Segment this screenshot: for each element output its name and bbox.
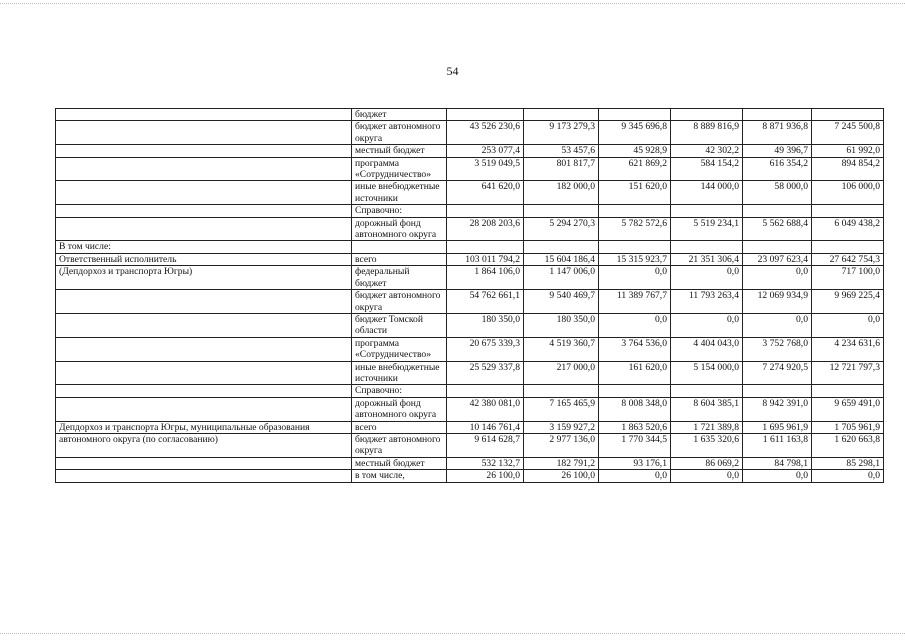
executor-cell (56, 290, 352, 314)
funding-source-cell: бюджет Томской области (352, 313, 447, 337)
amount-cell (671, 385, 743, 397)
amount-cell (447, 205, 524, 217)
table-row (56, 266, 884, 290)
amount-cell: 8 008 348,0 (599, 397, 671, 421)
amount-cell: 4 404 043,0 (671, 337, 743, 361)
amount-cell: 11 389 767,7 (599, 290, 671, 314)
table-row (56, 457, 884, 469)
executor-cell: автономного округа (по согласованию) (56, 433, 352, 457)
amount-cell: 0,0 (671, 470, 743, 482)
amount-cell: 616 354,2 (743, 157, 812, 181)
amount-cell: 161 620,0 (599, 361, 671, 385)
funding-source-cell: в том числе, (352, 470, 447, 482)
amount-cell: 1 695 961,9 (743, 421, 812, 433)
amount-cell (743, 109, 812, 121)
amount-cell: 0,0 (599, 470, 671, 482)
amount-cell: 9 345 696,8 (599, 121, 671, 145)
amount-cell: 43 526 230,6 (447, 121, 524, 145)
amount-cell (524, 109, 599, 121)
amount-cell: 15 315 923,7 (599, 253, 671, 265)
amount-cell: 7 274 920,5 (743, 361, 812, 385)
amount-cell: 717 100,0 (812, 266, 884, 290)
amount-cell: 180 350,0 (524, 313, 599, 337)
amount-cell: 42 302,2 (671, 145, 743, 157)
table-row (56, 421, 884, 433)
funding-source-cell: Справочно: (352, 385, 447, 397)
funding-source-cell: местный бюджет (352, 145, 447, 157)
funding-source-cell: иные внебюджетные источники (352, 181, 447, 205)
amount-cell (524, 385, 599, 397)
amount-cell: 1 635 320,6 (671, 433, 743, 457)
amount-cell: 106 000,0 (812, 181, 884, 205)
amount-cell (524, 241, 599, 253)
table-row (56, 253, 884, 265)
amount-cell: 1 611 163,8 (743, 433, 812, 457)
amount-cell: 27 642 754,3 (812, 253, 884, 265)
amount-cell: 1 863 520,6 (599, 421, 671, 433)
amount-cell: 61 992,0 (812, 145, 884, 157)
amount-cell: 12 721 797,3 (812, 361, 884, 385)
amount-cell: 103 011 794,2 (447, 253, 524, 265)
amount-cell: 9 659 491,0 (812, 397, 884, 421)
amount-cell: 0,0 (743, 313, 812, 337)
amount-cell: 621 869,2 (599, 157, 671, 181)
amount-cell: 9 173 279,3 (524, 121, 599, 145)
amount-cell: 15 604 186,4 (524, 253, 599, 265)
executor-cell (56, 121, 352, 145)
amount-cell: 0,0 (812, 470, 884, 482)
executor-cell: Ответственный исполнитель (56, 253, 352, 265)
amount-cell: 3 764 536,0 (599, 337, 671, 361)
executor-cell (56, 205, 352, 217)
executor-cell (56, 470, 352, 482)
amount-cell: 217 000,0 (524, 361, 599, 385)
table-row (56, 397, 884, 421)
amount-cell: 0,0 (671, 313, 743, 337)
amount-cell: 6 049 438,2 (812, 217, 884, 241)
budget-table (55, 108, 884, 483)
table-row (56, 337, 884, 361)
amount-cell: 641 620,0 (447, 181, 524, 205)
executor-cell: В том числе: (56, 241, 352, 253)
amount-cell: 4 519 360,7 (524, 337, 599, 361)
amount-cell: 180 350,0 (447, 313, 524, 337)
funding-source-cell: федеральный бюджет (352, 266, 447, 290)
amount-cell: 182 000,0 (524, 181, 599, 205)
amount-cell (599, 109, 671, 121)
amount-cell: 23 097 623,4 (743, 253, 812, 265)
amount-cell: 8 604 385,1 (671, 397, 743, 421)
amount-cell: 84 798,1 (743, 457, 812, 469)
amount-cell: 1 147 006,0 (524, 266, 599, 290)
amount-cell: 45 928,9 (599, 145, 671, 157)
amount-cell (599, 385, 671, 397)
amount-cell: 1 770 344,5 (599, 433, 671, 457)
amount-cell: 3 159 927,2 (524, 421, 599, 433)
amount-cell: 58 000,0 (743, 181, 812, 205)
amount-cell (671, 205, 743, 217)
amount-cell (812, 109, 884, 121)
executor-cell (56, 181, 352, 205)
funding-source-cell: бюджет автономного округа (352, 121, 447, 145)
amount-cell: 584 154,2 (671, 157, 743, 181)
amount-cell (599, 205, 671, 217)
funding-source-cell: программа «Сотрудничество» (352, 337, 447, 361)
amount-cell: 26 100,0 (447, 470, 524, 482)
amount-cell (812, 205, 884, 217)
amount-cell: 0,0 (812, 313, 884, 337)
amount-cell (447, 109, 524, 121)
amount-cell: 5 154 000,0 (671, 361, 743, 385)
amount-cell: 182 791,2 (524, 457, 599, 469)
executor-cell (56, 157, 352, 181)
amount-cell (524, 205, 599, 217)
table-row (56, 385, 884, 397)
amount-cell: 1 620 663,8 (812, 433, 884, 457)
amount-cell: 253 077,4 (447, 145, 524, 157)
table-row (56, 290, 884, 314)
amount-cell: 20 675 339,3 (447, 337, 524, 361)
amount-cell: 0,0 (599, 313, 671, 337)
funding-source-cell: всего (352, 421, 447, 433)
amount-cell (812, 385, 884, 397)
amount-cell (599, 241, 671, 253)
amount-cell: 532 132,7 (447, 457, 524, 469)
executor-cell: (Депдорхоз и транспорта Югры) (56, 266, 352, 290)
funding-source-cell: всего (352, 253, 447, 265)
amount-cell: 8 942 391,0 (743, 397, 812, 421)
executor-cell (56, 457, 352, 469)
executor-cell (56, 397, 352, 421)
amount-cell: 151 620,0 (599, 181, 671, 205)
table-row (56, 181, 884, 205)
amount-cell: 42 380 081,0 (447, 397, 524, 421)
amount-cell (743, 241, 812, 253)
table-row (56, 121, 884, 145)
executor-cell (56, 109, 352, 121)
executor-cell (56, 313, 352, 337)
amount-cell: 1 721 389,8 (671, 421, 743, 433)
table-row (56, 361, 884, 385)
amount-cell (447, 241, 524, 253)
amount-cell: 25 529 337,8 (447, 361, 524, 385)
amount-cell (671, 109, 743, 121)
funding-source-cell: Справочно: (352, 205, 447, 217)
amount-cell: 144 000,0 (671, 181, 743, 205)
amount-cell: 86 069,2 (671, 457, 743, 469)
amount-cell: 93 176,1 (599, 457, 671, 469)
amount-cell: 9 540 469,7 (524, 290, 599, 314)
executor-cell (56, 385, 352, 397)
amount-cell: 3 752 768,0 (743, 337, 812, 361)
amount-cell: 54 762 661,1 (447, 290, 524, 314)
amount-cell: 0,0 (743, 266, 812, 290)
funding-source-cell: бюджет автономного округа (352, 290, 447, 314)
amount-cell: 0,0 (743, 470, 812, 482)
table-row (56, 313, 884, 337)
amount-cell: 8 889 816,9 (671, 121, 743, 145)
table-row (56, 157, 884, 181)
amount-cell (743, 385, 812, 397)
funding-source-cell (352, 241, 447, 253)
amount-cell (447, 385, 524, 397)
amount-cell: 1 864 106,0 (447, 266, 524, 290)
amount-cell: 49 396,7 (743, 145, 812, 157)
amount-cell: 28 208 203,6 (447, 217, 524, 241)
executor-cell (56, 337, 352, 361)
amount-cell: 5 562 688,4 (743, 217, 812, 241)
funding-source-cell: бюджет (352, 109, 447, 121)
table-row (56, 433, 884, 457)
amount-cell (671, 241, 743, 253)
amount-cell: 10 146 761,4 (447, 421, 524, 433)
amount-cell: 9 969 225,4 (812, 290, 884, 314)
executor-cell (56, 217, 352, 241)
amount-cell: 11 793 263,4 (671, 290, 743, 314)
table-row (56, 145, 884, 157)
amount-cell: 4 234 631,6 (812, 337, 884, 361)
table-row (56, 217, 884, 241)
amount-cell: 7 245 500,8 (812, 121, 884, 145)
table-row (56, 241, 884, 253)
amount-cell: 2 977 136,0 (524, 433, 599, 457)
amount-cell: 9 614 628,7 (447, 433, 524, 457)
page-number: 54 (446, 64, 459, 78)
amount-cell: 0,0 (671, 266, 743, 290)
table-row (56, 205, 884, 217)
amount-cell: 26 100,0 (524, 470, 599, 482)
amount-cell: 5 782 572,6 (599, 217, 671, 241)
funding-source-cell: дорожный фонд автономного округа (352, 397, 447, 421)
funding-source-cell: бюджет автономного округа (352, 433, 447, 457)
amount-cell (812, 241, 884, 253)
amount-cell: 801 817,7 (524, 157, 599, 181)
table-row (56, 109, 884, 121)
amount-cell: 8 871 936,8 (743, 121, 812, 145)
amount-cell: 7 165 465,9 (524, 397, 599, 421)
funding-source-cell: местный бюджет (352, 457, 447, 469)
bottom-edge-rule (0, 633, 905, 634)
funding-source-cell: иные внебюджетные источники (352, 361, 447, 385)
amount-cell: 12 069 934,9 (743, 290, 812, 314)
amount-cell: 3 519 049,5 (447, 157, 524, 181)
amount-cell: 21 351 306,4 (671, 253, 743, 265)
amount-cell: 53 457,6 (524, 145, 599, 157)
funding-source-cell: дорожный фонд автономного округа (352, 217, 447, 241)
top-edge-rule (0, 3, 905, 4)
amount-cell: 5 294 270,3 (524, 217, 599, 241)
executor-cell (56, 361, 352, 385)
amount-cell: 894 854,2 (812, 157, 884, 181)
amount-cell (743, 205, 812, 217)
amount-cell: 1 705 961,9 (812, 421, 884, 433)
amount-cell: 5 519 234,1 (671, 217, 743, 241)
funding-source-cell: программа «Сотрудничество» (352, 157, 447, 181)
executor-cell (56, 145, 352, 157)
amount-cell: 0,0 (599, 266, 671, 290)
executor-cell: Депдорхоз и транспорта Югры, муниципальные образования (56, 421, 352, 433)
amount-cell: 85 298,1 (812, 457, 884, 469)
table-row (56, 470, 884, 482)
